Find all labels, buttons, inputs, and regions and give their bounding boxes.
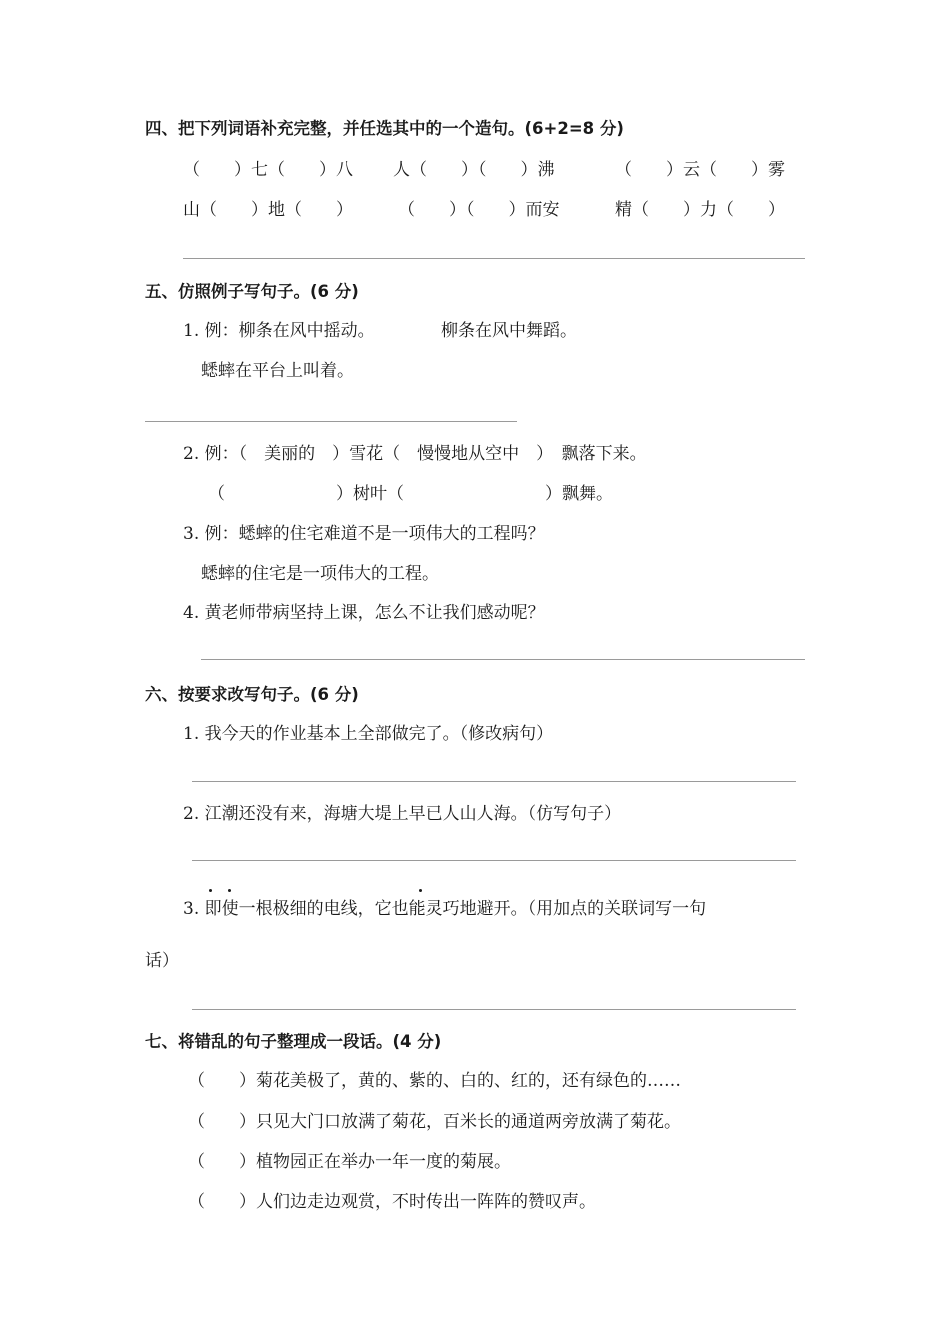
idiom-blank-3[interactable]: （ ）云（ ）雾 (615, 160, 785, 180)
rewrite-question-3-cont: 话） (145, 951, 179, 971)
emphasis-dot (419, 889, 422, 892)
question-4: 4. 黄老师带病坚持上课，怎么不让我们感动呢？ (183, 603, 545, 623)
answer-line[interactable] (192, 781, 796, 782)
answer-line[interactable] (145, 421, 517, 422)
answer-line[interactable] (192, 860, 796, 861)
question-2-bracket-open[interactable]: （ (208, 484, 225, 504)
order-item-3[interactable]: （ ）植物园正在举办一年一度的菊展。 (188, 1152, 511, 1172)
section-7-heading: 七、将错乱的句子整理成一段话。(4 分) (145, 1032, 442, 1051)
idiom-blank-1[interactable]: （ ）七（ ）八 (183, 160, 353, 180)
question-2-middle[interactable]: ）树叶（ (336, 484, 404, 504)
section-4-heading: 四、把下列词语补充完整，并任选其中的一个造句。(6+2=8 分) (145, 119, 624, 138)
example-1: 1. 例：柳条在风中摇动。 (183, 321, 375, 341)
question-2-end: ）飘舞。 (545, 484, 613, 504)
rewrite-question-1: 1. 我今天的作业基本上全部做完了。（修改病句） (183, 724, 554, 744)
question-3-prompt: 蟋蟀的住宅是一项伟大的工程。 (201, 564, 439, 584)
idiom-blank-6[interactable]: 精（ ）力（ ） (615, 200, 785, 220)
idiom-blank-4[interactable]: 山（ ）地（ ） (183, 200, 353, 220)
answer-line[interactable] (192, 1009, 796, 1010)
rewrite-question-3: 3. 即使一根极细的电线，它也能灵巧地避开。（用加点的关联词写一句 (183, 899, 707, 919)
answer-line[interactable] (201, 659, 805, 660)
example-3: 3. 例：蟋蟀的住宅难道不是一项伟大的工程吗？ (183, 524, 545, 544)
example-2: 2. 例：（ 美丽的 ）雪花（ 慢慢地从空中 ） 飘落下来。 (183, 444, 647, 464)
rewrite-question-2: 2. 江潮还没有来，海塘大堤上早已人山人海。（仿写句子） (183, 804, 622, 824)
emphasis-dot (228, 889, 231, 892)
idiom-blank-5[interactable]: （ ）（ ）而安 (398, 200, 560, 220)
section-5-heading: 五、仿照例子写句子。(6 分) (145, 282, 359, 301)
order-item-2[interactable]: （ ）只见大门口放满了菊花，百米长的通道两旁放满了菊花。 (188, 1112, 681, 1132)
question-1-prompt: 蟋蟀在平台上叫着。 (201, 361, 354, 381)
section-6-heading: 六、按要求改写句子。(6 分) (145, 685, 359, 704)
example-1-answer: 柳条在风中舞蹈。 (441, 321, 577, 341)
idiom-blank-2[interactable]: 人（ ）（ ）沸 (393, 160, 555, 180)
order-item-4[interactable]: （ ）人们边走边观赏，不时传出一阵阵的赞叹声。 (188, 1192, 596, 1212)
order-item-1[interactable]: （ ）菊花美极了，黄的、紫的、白的、红的，还有绿色的…… (188, 1071, 681, 1091)
emphasis-dot (209, 889, 212, 892)
answer-line[interactable] (183, 258, 805, 259)
